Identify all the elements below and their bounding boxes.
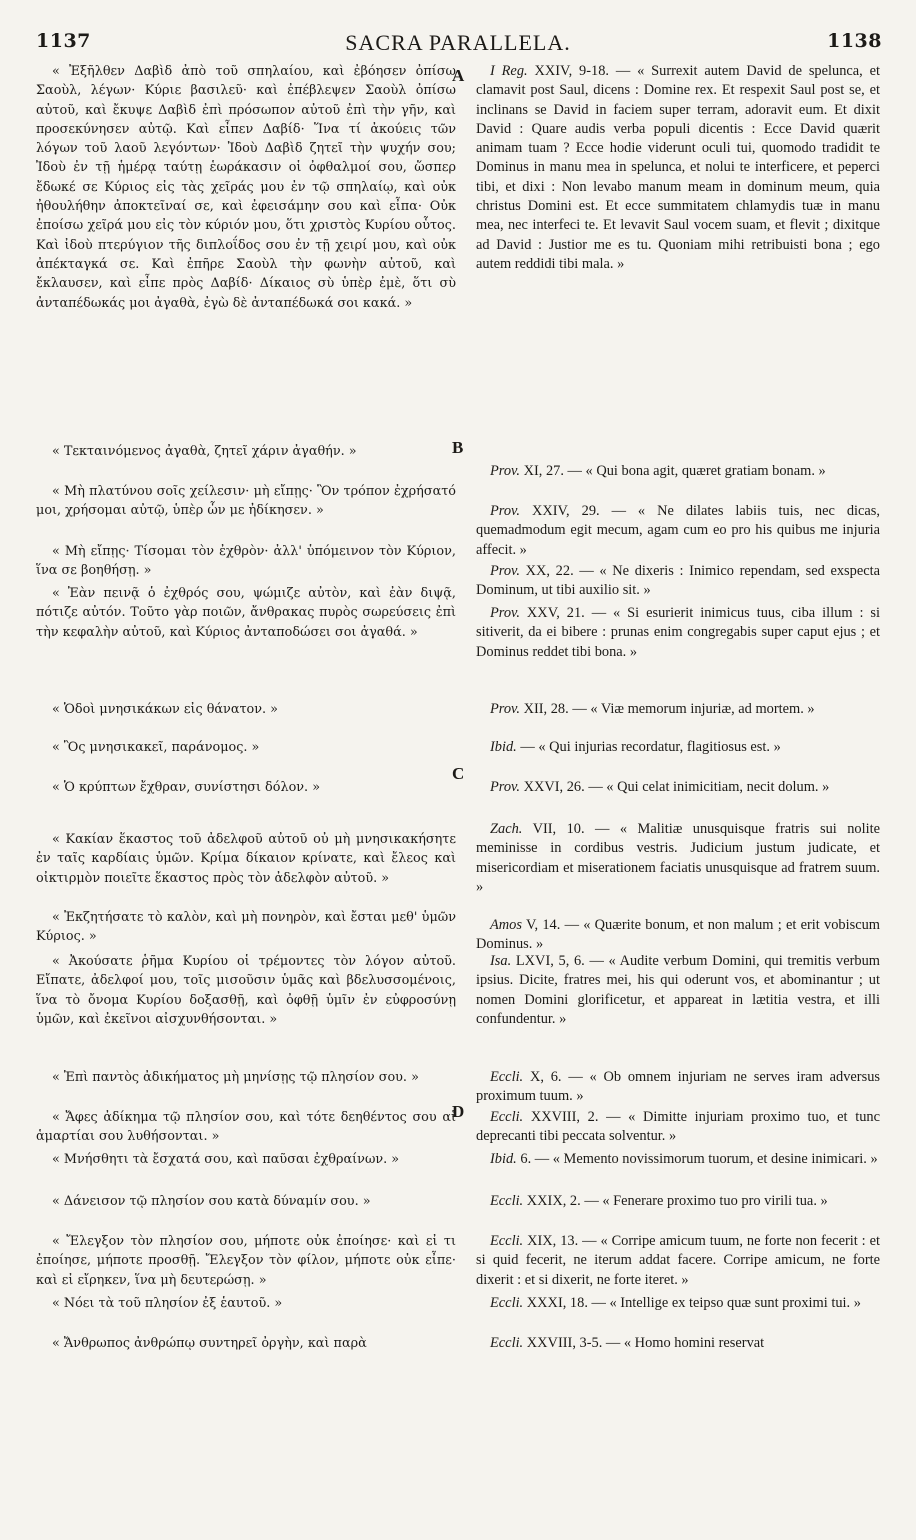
scripture-reference: Eccli. <box>490 1233 524 1249</box>
latin-text: XI, 27. — « Qui bona agit, quæret gratiam bonam. » <box>519 463 826 479</box>
greek-passage: « Νόει τὰ τοῦ πλησίον ἐξ ἑαυτοῦ. » <box>52 1296 283 1311</box>
latin-passage <box>476 502 880 560</box>
greek-passage: « Τεκταινόμενος ἀγαθὰ, ζητεῖ χάριν ἀγαθήν. » <box>52 444 357 459</box>
scripture-reference: Eccli. <box>490 1069 524 1085</box>
scripture-reference: Eccli. <box>490 1295 524 1311</box>
margin-marker-b: B <box>452 438 464 457</box>
latin-passage <box>476 604 880 662</box>
latin-passage <box>476 778 880 797</box>
latin-passage <box>476 62 880 274</box>
greek-passage: « Ὁ κρύπτων ἔχθραν, συνίστησι δόλον. » <box>52 780 321 795</box>
latin-text: 6. — « Memento novissimorum tuorum, et desine inimicari. » <box>516 1151 878 1167</box>
scripture-reference: Amos <box>490 917 522 933</box>
latin-passage <box>476 1068 880 1107</box>
latin-text: XXIV, 29. — « Ne dilates labiis tuis, nec dicas, quemadmodum egit mecum, agam cum eo pro his quibus me injuria affecit. » <box>476 503 880 558</box>
scripture-reference: Prov. <box>490 779 520 795</box>
greek-passage: « Ἐκζητήσατε τὸ καλὸν, καὶ μὴ πονηρὸν, καὶ ἔσται μεθ' ὑμῶν Κύριος. » <box>36 910 456 945</box>
latin-text: XXXI, 18. — « Intellige ex teipso quæ sunt proximi tui. » <box>523 1295 861 1311</box>
scripture-reference: I Reg. <box>490 63 528 79</box>
left-page-number: 1137 <box>36 30 91 52</box>
greek-passage: « Ἄνθρωπος ἀνθρώπῳ συντηρεῖ ὀργὴν, καὶ παρὰ <box>52 1336 367 1351</box>
latin-passage <box>476 1192 880 1211</box>
latin-text: XXVIII, 3-5. — « Homo homini reservat <box>523 1335 765 1351</box>
scripture-reference: Prov. <box>490 605 520 621</box>
margin-marker-d: D <box>452 1102 465 1121</box>
scripture-reference: Prov. <box>490 503 520 519</box>
greek-passage: « Ἐξῆλθεν Δαβὶδ ἀπὸ τοῦ σπηλαίου, καὶ ἐβόησεν ὀπίσω Σαοὺλ, λέγων· Κύριε βασιλεῦ· καὶ ἐπέβλεψεν Σαοὺλ ὀπίσω αὐτοῦ, καὶ ἔκυψε Δαβὶδ ἐπὶ πρόσωπον αὐτοῦ ἐπὶ τὴν γῆν, καὶ προσεκύνησεν αὐτῷ. Καὶ εἶπεν Δαβίδ· Ἵνα τί ἀκούεις τῶν λόγων τοῦ λαοῦ λεγόντων· Ἰδοὺ Δαβὶδ ζητεῖ τὴν ψυχήν σου; Ἰδοὺ ἐν τῇ ἡμέρᾳ ταύτῃ ἑωράκασιν οἱ ὀφθαλμοί σου, ὥσπερ ἔδωκέ σε Κύριος εἰς τὰς χεῖράς μου ἐν τῷ σπηλαίῳ, καὶ οὐκ ἠθουλήθην ἀποκτεῖναί σε, καὶ ἐφεισάμην σου καὶ εἶπα· Οὐκ ἐποίσω χεῖρά μου εἰς τὸν κύριόν μου, ὅτι χριστὸς Κυρίου οὗτος. Καὶ ἰδοὺ πτερύγιον τῆς διπλοΐδος σου ἐν τῇ χειρί μου, καὶ οὐκ ἀπέκταγκά σε. Καὶ ἐπῆρε Σαοὺλ τὴν φωνὴν αὐτοῦ, καὶ ἔκλαυσεν, καὶ εἶπε πρὸς Δαβίδ· Δίκαιος σὺ ὑπὲρ ἐμὲ, ὅτι σὺ ἀνταπέδωκάς μοι ἀγαθὰ, ἐγὼ δὲ ἀνταπέδωκά σοι κακά. » <box>36 64 456 311</box>
scripture-reference: Prov. <box>490 563 520 579</box>
greek-passage: « Κακίαν ἕκαστος τοῦ ἀδελφοῦ αὐτοῦ οὐ μὴ μνησικακήσητε ἐν ταῖς καρδίαις ὑμῶν. Κρίμα δίκαιον κρίνατε, καὶ ἔλεος καὶ οἰκτιρμὸν ποιεῖτε ἕκαστος πρὸς τὸν ἀδελφὸν αὐτοῦ. » <box>36 832 456 886</box>
latin-passage <box>476 1150 880 1169</box>
latin-text: XXIV, 9-18. — « Surrexit autem David de spelunca, et clamavit post Saul, dicens : Domine rex. Et respexit Saul post se, et inclinans se David in faciem super terram, adoravit eum. Et dixit David : Quare audis verba populi dicentis : Ecce David quærit animam tuam ? Ecce hodie viderunt oculi tui, quomodo tradidit te Dominus in manu mea in spelunca, et nolui te interficere, et peperci tibi, et dixi : Non levabo manum meam in dominum meum, quia christus Domini est. Et ecce summitatem chlamydis tuæ in manu mea, nec interfeci te. Et levavit Saul vocem suam, et flevit ; dixitque ad David : Justior me es tu. Quoniam mihi retribuisti bona ; ego autem reddidi tibi mala. » <box>476 63 880 272</box>
latin-passage <box>476 1232 880 1290</box>
latin-passage <box>476 700 880 719</box>
greek-passage: « Ὃς μνησικακεῖ, παράνομος. » <box>52 740 260 755</box>
scripture-reference: Isa. <box>490 953 512 969</box>
latin-text: V, 14. — « Quærite bonum, et non malum ; et erit vobiscum Dominus. » <box>476 917 880 953</box>
latin-passage <box>476 820 880 897</box>
latin-text: LXVI, 5, 6. — « Audite verbum Domini, qui tremitis verbum ipsius. Dicite, fratres mei, his qui oderunt vos, et abominantur ; ut nomen Domini glorificetur, et appareat in lætitia vestra, et illi confundentur. » <box>476 953 880 1027</box>
latin-passage <box>476 562 880 601</box>
scripture-reference: Prov. <box>490 463 520 479</box>
scripture-reference: Eccli. <box>490 1109 524 1125</box>
greek-passage: « Μνήσθητι τὰ ἔσχατά σου, καὶ παῦσαι ἐχθραίνων. » <box>52 1152 400 1167</box>
scripture-reference: Eccli. <box>490 1335 524 1351</box>
latin-text: VII, 10. — « Malitiæ unusquisque fratris sui nolite meminisse in cordibus vestris. Judicium justum judicate, et misericordiam et miserationem faciatis unusquisque ad fratrem suum. » <box>476 821 880 895</box>
latin-passage <box>476 916 880 955</box>
running-title: SACRA PARALLELA. <box>345 30 571 55</box>
scripture-reference: Prov. <box>490 701 520 717</box>
latin-passage <box>476 1294 880 1313</box>
scripture-reference: Ibid. <box>490 1151 517 1167</box>
greek-passage: « Ἐὰν πεινᾷ ὁ ἐχθρός σου, ψώμιζε αὐτὸν, καὶ ἐὰν διψᾷ, πότιζε αὐτόν. Τοῦτο γὰρ ποιῶν, ἄνθρακας πυρὸς σωρεύσεις ἐπὶ τὴν κεφαλὴν αὐτοῦ, καὶ Κύριος ἀνταποδώσει σοι ἀγαθά. » <box>36 586 456 640</box>
latin-text: XXIX, 2. — « Fenerare proximo tuo pro virili tua. » <box>523 1193 828 1209</box>
scripture-reference: Zach. <box>490 821 523 837</box>
greek-passage: « Ἄφες ἀδίκημα τῷ πλησίον σου, καὶ τότε δεηθέντος σου αἱ ἁμαρτίαι σου λυθήσονται. » <box>36 1110 456 1145</box>
latin-text: XXV, 21. — « Si esurierit inimicus tuus, ciba illum : si sitiverit, da ei bibere : prunas enim congregabis super caput ejus ; et Dominus reddet tibi bona. » <box>476 605 880 660</box>
greek-passage: « Μὴ εἴπῃς· Τίσομαι τὸν ἐχθρὸν· ἀλλ' ὑπόμεινον τὸν Κύριον, ἵνα σε βοηθήσῃ. » <box>36 544 456 579</box>
latin-passage <box>476 462 880 481</box>
greek-passage: « Μὴ πλατύνου σοῖς χείλεσιν· μὴ εἴπῃς· Ὃν τρόπον ἐχρήσατό μοι, χρήσομαι αὐτῷ, ὑπὲρ ὧν με ἠδίκησεν. » <box>36 484 456 519</box>
latin-text: XX, 22. — « Ne dixeris : Inimico rependam, sed exspecta Dominum, ut tibi auxilio sit. » <box>476 563 880 599</box>
latin-text: XXVIII, 2. — « Dimitte injuriam proximo tuo, et tunc deprecanti tibi peccata solventur. » <box>476 1109 880 1145</box>
latin-text: XXVI, 26. — « Qui celat inimicitiam, necit dolum. » <box>519 779 830 795</box>
margin-marker-c: C <box>452 764 465 783</box>
margin-marker-a: A <box>452 66 465 85</box>
greek-passage: « Ἀκούσατε ῥῆμα Κυρίου οἱ τρέμοντες τὸν λόγον αὐτοῦ. Εἴπατε, ἀδελφοί μου, τοῖς μισοῦσιν ὑμᾶς καὶ βδελυσσομένοις, ἵνα τὸ ὄνομα Κυρίου δοξασθῇ, καὶ ὀφθῇ ὑμῖν ἐν εὐφροσύνῃ ὑμῶν, καὶ ἐκεῖνοι αἰσχυνθήσονται. » <box>36 954 456 1027</box>
greek-passage: « Δάνεισον τῷ πλησίον σου κατὰ δύναμίν σου. » <box>52 1194 371 1209</box>
latin-passage <box>476 738 880 757</box>
scripture-reference: Ibid. <box>490 739 517 755</box>
latin-text: — « Qui injurias recordatur, flagitiosus est. » <box>516 739 781 755</box>
latin-text: XIX, 13. — « Corripe amicum tuum, ne forte non fecerit : et si quid fecerit, ne iterum addat facere. Corripe amicum, ne forte dixerit : et si dixerit, ne forte iteret. » <box>476 1233 880 1288</box>
latin-passage <box>476 952 880 1029</box>
greek-passage: « Ὁδοὶ μνησικάκων εἰς θάνατον. » <box>52 702 279 717</box>
greek-passage: « Ἐπὶ παντὸς ἀδικήματος μὴ μηνίσῃς τῷ πλησίον σου. » <box>52 1070 419 1085</box>
right-page-number: 1138 <box>827 30 882 52</box>
scripture-reference: Eccli. <box>490 1193 524 1209</box>
greek-passage: « Ἔλεγξον τὸν πλησίον σου, μήποτε οὐκ ἐποίησε· καὶ εἰ τι ἐποίησε, μήποτε προσθῇ. Ἔλεγξον τὸν φίλον, μήποτε οὐκ εἶπε· καὶ εἰ εἴρηκεν, ἵνα μὴ δευτερώσῃ. » <box>36 1234 456 1288</box>
latin-text: X, 6. — « Ob omnem injuriam ne serves iram adversus proximum tuum. » <box>476 1069 880 1105</box>
latin-passage <box>476 1334 880 1353</box>
latin-passage <box>476 1108 880 1147</box>
latin-text: XII, 28. — « Viæ memorum injuriæ, ad mortem. » <box>519 701 815 717</box>
